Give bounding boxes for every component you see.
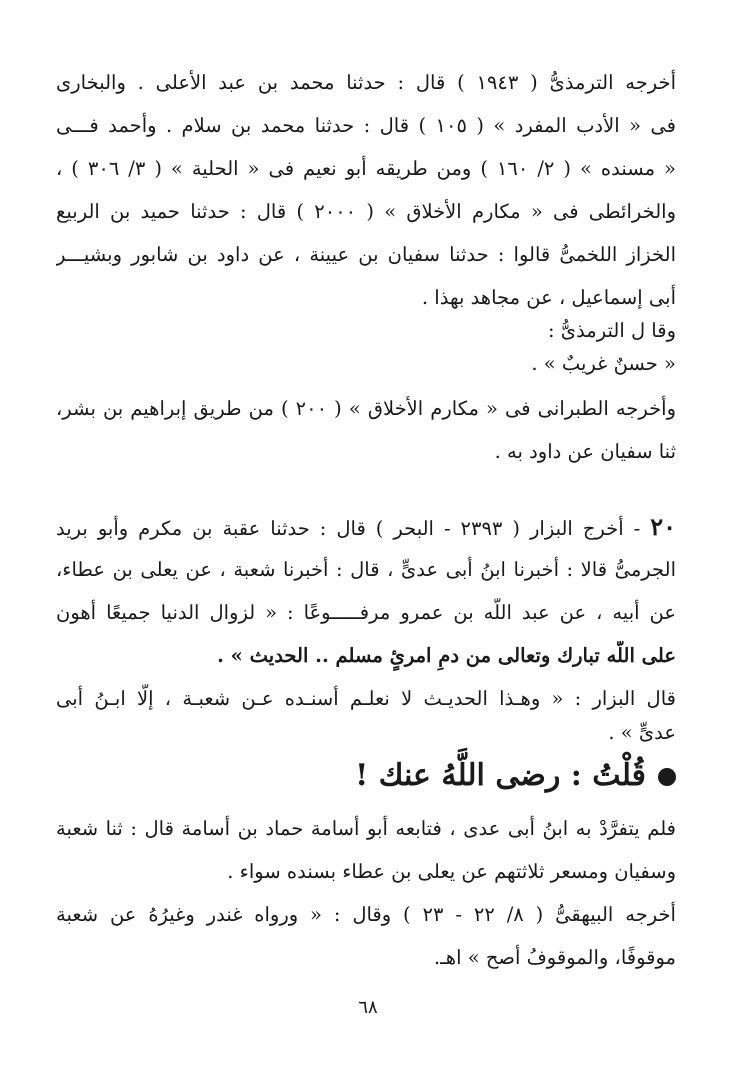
text-line: « مسنده » ( ٢/ ١٦٠ ) ومن طريقه أبو نعيم فى « الحلية » ( ٣/ ٣٠٦ ) ، <box>56 157 676 180</box>
text-line: وقا ل الترمذىُّ : <box>548 319 676 342</box>
text-line: الجرمىُّ قالا : أخبرنا ابنُ أبى عدىٍّ ، قال : أخبرنا شعبة ، عن يعلى بن عطاء، <box>56 558 676 581</box>
text-line: وسفيان ومسعر ثلاثتهم عن يعلى بن عطاء بسنده سواء . <box>227 860 676 883</box>
text-line: ثنا سفيان عن داود به . <box>494 440 676 463</box>
hadith-first-line <box>56 512 676 544</box>
page-number: ٦٨ <box>358 997 378 1018</box>
hadith-matn-line: على اللَّه تبارك وتعالى من دمِ امرئٍ مسلم .. الحديث » . <box>217 644 676 667</box>
text-segment: - أخرج البزار ( ٢٣٩٣ - البحر ) قال : حدثنا عقبة بن مكرم وأبو بريد <box>56 517 641 540</box>
text-line: موقوفًا، والموقوفُ أصح » اهـ. <box>433 946 676 969</box>
quote-line: « حسنٌ غريبٌ » . <box>531 352 676 375</box>
text-line: أبى إسماعيل ، عن مجاهد بهذا . <box>421 286 676 309</box>
text-line: فلم يتفرَّدْ به ابنُ أبى عدى ، فتابعه أبو أسامة حماد بن أسامة قال : ثنا شعبة <box>56 817 676 840</box>
text-line: فى « الأدب المفرد » ( ١٠٥ ) قال : حدثنا محمد بن سلام . وأحمد فـــى <box>56 114 676 137</box>
text-line: عدىٍّ » . <box>608 721 676 744</box>
bullet-icon <box>658 768 676 786</box>
text-line: أخرجه البيهقىُّ ( ٨/ ٢٢ - ٢٣ ) وقال : « ورواه غندر وغيرُهُ عن شعبة <box>56 903 676 926</box>
section-heading <box>56 756 676 796</box>
text-line: عن أبيه ، عن عبد اللَّه بن عمرو مرفـــــوعًا : « لزوال الدنيا جميعًا أهون <box>56 601 676 624</box>
text-line: أخرجه الترمذىُّ ( ١٩٤٣ ) قال : حدثنا محمد بن عبد الأعلى . والبخارى <box>56 71 676 94</box>
text-line: قال البزار : « وهـذا الحديـث لا نعلـم أسنـده عـن شعبـة ، إلَّا ابـنُ أبى <box>56 687 676 710</box>
heading-text: قُلْتُ : رضى اللَّهُ عنك ! <box>355 758 646 793</box>
text-line: الخزاز اللخمىُّ قالوا : حدثنا سفيان بن عيينة ، عن داود بن شابور وبشيـــر <box>56 243 676 266</box>
text-line: وأخرجه الطبرانى فى « مكارم الأخلاق » ( ٢٠٠ ) من طريق إبراهيم بن بشر، <box>56 397 676 420</box>
text-line: والخرائطى فى « مكارم الأخلاق » ( ٢٠٠٠ ) قال : حدثنا حميد بن الربيع <box>56 200 676 223</box>
hadith-number: ٢٠ <box>650 512 676 541</box>
